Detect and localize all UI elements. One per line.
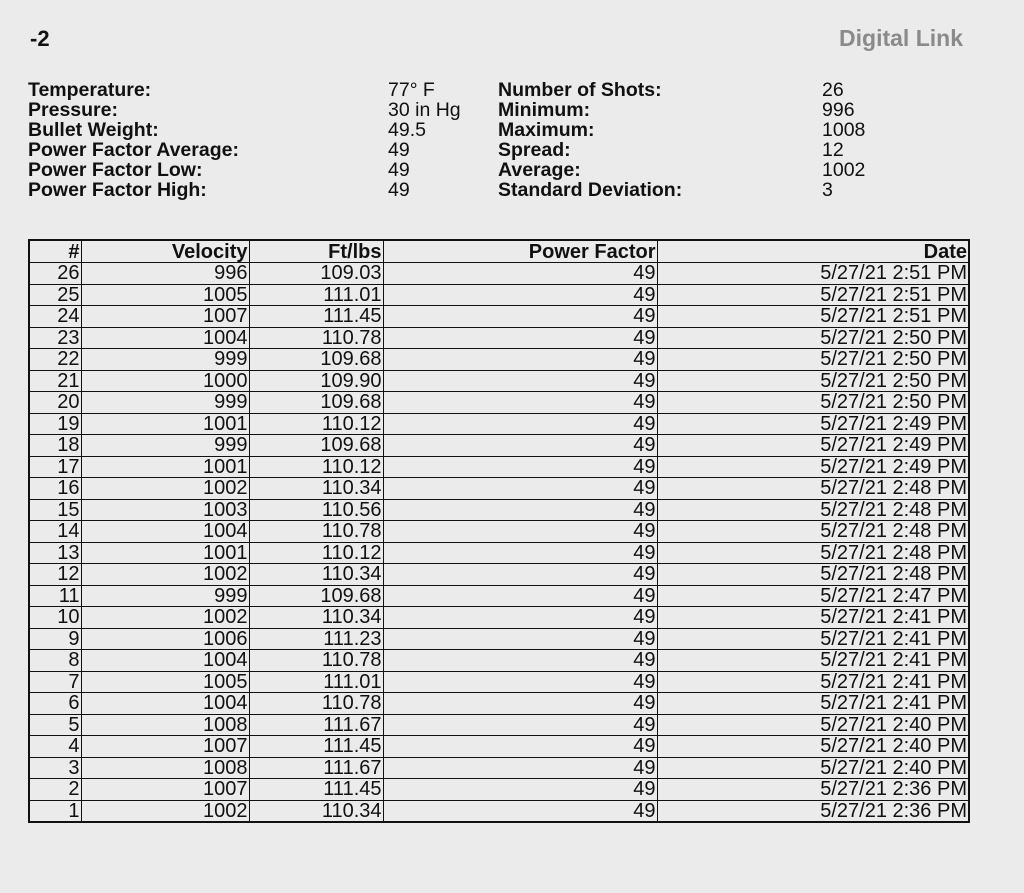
- cell-number: 4: [29, 736, 81, 758]
- stat-minimum: [498, 100, 865, 120]
- stat-value: 996: [822, 99, 855, 121]
- cell-number: 24: [29, 306, 81, 328]
- cell-ft-lbs: 109.68: [249, 435, 383, 457]
- cell-date: 5/27/21 2:50 PM: [657, 392, 969, 414]
- cell-velocity: 1002: [81, 800, 249, 822]
- cell-power-factor: 49: [383, 693, 657, 715]
- cell-date: 5/27/21 2:49 PM: [657, 413, 969, 435]
- stat-value: 49: [388, 179, 410, 201]
- table-row: [29, 542, 969, 564]
- cell-velocity: 1004: [81, 327, 249, 349]
- table-row: [29, 478, 969, 500]
- cell-number: 14: [29, 521, 81, 543]
- cell-ft-lbs: 110.78: [249, 327, 383, 349]
- cell-power-factor: 49: [383, 800, 657, 822]
- cell-ft-lbs: 110.12: [249, 456, 383, 478]
- stat-value: 49.5: [388, 119, 426, 141]
- table-row: [29, 800, 969, 822]
- stat-label: Power Factor Low:: [28, 159, 203, 181]
- stat-label: Power Factor High:: [28, 179, 207, 201]
- cell-number: 25: [29, 284, 81, 306]
- stat-maximum: [498, 120, 865, 140]
- stat-label: Maximum:: [498, 119, 595, 141]
- cell-ft-lbs: 111.01: [249, 671, 383, 693]
- cell-number: 11: [29, 585, 81, 607]
- column-header-number: #: [29, 240, 81, 263]
- stat-label: Number of Shots:: [498, 79, 662, 101]
- cell-velocity: 1001: [81, 542, 249, 564]
- stat-value: 77° F: [388, 79, 435, 101]
- stat-label: Temperature:: [28, 79, 152, 101]
- cell-velocity: 1002: [81, 607, 249, 629]
- stat-label: Pressure:: [28, 99, 118, 121]
- stat-number-of-shots: [498, 80, 865, 100]
- cell-date: 5/27/21 2:49 PM: [657, 435, 969, 457]
- table-row: [29, 564, 969, 586]
- cell-power-factor: 49: [383, 628, 657, 650]
- stat-value: 49: [388, 159, 410, 181]
- cell-ft-lbs: 111.01: [249, 284, 383, 306]
- stats-right: [498, 80, 865, 200]
- stat-bullet-weight: [28, 120, 461, 140]
- stat-value: 12: [822, 139, 844, 161]
- page-id: -2: [30, 26, 50, 51]
- table-row: [29, 736, 969, 758]
- table-row: [29, 392, 969, 414]
- cell-ft-lbs: 110.12: [249, 413, 383, 435]
- cell-velocity: 1008: [81, 757, 249, 779]
- cell-ft-lbs: 110.78: [249, 693, 383, 715]
- stat-value: 3: [822, 179, 833, 201]
- cell-power-factor: 49: [383, 736, 657, 758]
- cell-power-factor: 49: [383, 564, 657, 586]
- cell-power-factor: 49: [383, 478, 657, 500]
- cell-ft-lbs: 110.34: [249, 607, 383, 629]
- cell-date: 5/27/21 2:48 PM: [657, 478, 969, 500]
- cell-date: 5/27/21 2:51 PM: [657, 263, 969, 285]
- cell-velocity: 1003: [81, 499, 249, 521]
- cell-power-factor: 49: [383, 392, 657, 414]
- cell-number: 12: [29, 564, 81, 586]
- cell-date: 5/27/21 2:48 PM: [657, 564, 969, 586]
- cell-velocity: 996: [81, 263, 249, 285]
- table-row: [29, 284, 969, 306]
- cell-velocity: 1000: [81, 370, 249, 392]
- cell-number: 7: [29, 671, 81, 693]
- cell-date: 5/27/21 2:50 PM: [657, 349, 969, 371]
- cell-power-factor: 49: [383, 435, 657, 457]
- cell-number: 6: [29, 693, 81, 715]
- cell-velocity: 1004: [81, 521, 249, 543]
- cell-velocity: 1004: [81, 693, 249, 715]
- cell-date: 5/27/21 2:41 PM: [657, 607, 969, 629]
- cell-power-factor: 49: [383, 327, 657, 349]
- cell-power-factor: 49: [383, 542, 657, 564]
- stat-value: 49: [388, 139, 410, 161]
- cell-velocity: 1008: [81, 714, 249, 736]
- cell-ft-lbs: 109.68: [249, 585, 383, 607]
- table-row: [29, 413, 969, 435]
- cell-power-factor: 49: [383, 650, 657, 672]
- cell-date: 5/27/21 2:49 PM: [657, 456, 969, 478]
- cell-ft-lbs: 111.45: [249, 306, 383, 328]
- cell-ft-lbs: 111.23: [249, 628, 383, 650]
- table-row: [29, 435, 969, 457]
- stat-label: Spread:: [498, 139, 571, 161]
- brand-title: Digital Link: [839, 25, 963, 51]
- cell-ft-lbs: 110.56: [249, 499, 383, 521]
- stat-value: 26: [822, 79, 844, 101]
- cell-date: 5/27/21 2:50 PM: [657, 327, 969, 349]
- stat-label: Power Factor Average:: [28, 139, 239, 161]
- cell-ft-lbs: 111.45: [249, 779, 383, 801]
- cell-number: 18: [29, 435, 81, 457]
- cell-number: 26: [29, 263, 81, 285]
- cell-velocity: 1002: [81, 564, 249, 586]
- stat-value: 1008: [822, 119, 866, 141]
- cell-ft-lbs: 110.12: [249, 542, 383, 564]
- cell-number: 19: [29, 413, 81, 435]
- cell-date: 5/27/21 2:36 PM: [657, 779, 969, 801]
- cell-number: 21: [29, 370, 81, 392]
- cell-date: 5/27/21 2:50 PM: [657, 370, 969, 392]
- cell-number: 10: [29, 607, 81, 629]
- table-row: [29, 370, 969, 392]
- cell-velocity: 1007: [81, 306, 249, 328]
- cell-velocity: 1005: [81, 671, 249, 693]
- cell-velocity: 1001: [81, 456, 249, 478]
- stats-left: [28, 80, 461, 200]
- cell-number: 17: [29, 456, 81, 478]
- cell-date: 5/27/21 2:41 PM: [657, 650, 969, 672]
- cell-date: 5/27/21 2:51 PM: [657, 306, 969, 328]
- cell-power-factor: 49: [383, 757, 657, 779]
- cell-date: 5/27/21 2:48 PM: [657, 499, 969, 521]
- stat-label: Standard Deviation:: [498, 179, 683, 201]
- cell-ft-lbs: 109.03: [249, 263, 383, 285]
- cell-date: 5/27/21 2:48 PM: [657, 521, 969, 543]
- cell-velocity: 999: [81, 392, 249, 414]
- cell-power-factor: 49: [383, 521, 657, 543]
- stat-label: Minimum:: [498, 99, 591, 121]
- table-row: [29, 263, 969, 285]
- cell-ft-lbs: 110.34: [249, 800, 383, 822]
- column-header-velocity: Velocity: [81, 240, 249, 263]
- table-row: [29, 585, 969, 607]
- cell-velocity: 1004: [81, 650, 249, 672]
- column-header-ft-lbs: Ft/lbs: [249, 240, 383, 263]
- cell-date: 5/27/21 2:40 PM: [657, 714, 969, 736]
- cell-date: 5/27/21 2:41 PM: [657, 671, 969, 693]
- cell-velocity: 1005: [81, 284, 249, 306]
- cell-ft-lbs: 111.45: [249, 736, 383, 758]
- cell-ft-lbs: 110.34: [249, 564, 383, 586]
- cell-date: 5/27/21 2:48 PM: [657, 542, 969, 564]
- cell-power-factor: 49: [383, 413, 657, 435]
- table-row: [29, 327, 969, 349]
- table-row: [29, 607, 969, 629]
- cell-date: 5/27/21 2:41 PM: [657, 628, 969, 650]
- cell-velocity: 1007: [81, 779, 249, 801]
- table-row: [29, 757, 969, 779]
- cell-number: 9: [29, 628, 81, 650]
- stat-temperature: [28, 80, 461, 100]
- table-row: [29, 671, 969, 693]
- cell-power-factor: 49: [383, 671, 657, 693]
- cell-date: 5/27/21 2:51 PM: [657, 284, 969, 306]
- cell-power-factor: 49: [383, 714, 657, 736]
- table-row: [29, 628, 969, 650]
- cell-number: 22: [29, 349, 81, 371]
- table-row: [29, 650, 969, 672]
- cell-power-factor: 49: [383, 499, 657, 521]
- cell-power-factor: 49: [383, 349, 657, 371]
- cell-ft-lbs: 111.67: [249, 714, 383, 736]
- cell-ft-lbs: 109.90: [249, 370, 383, 392]
- cell-number: 13: [29, 542, 81, 564]
- stat-label: Bullet Weight:: [28, 119, 159, 141]
- table-row: [29, 349, 969, 371]
- stat-pressure: [28, 100, 461, 120]
- cell-velocity: 1006: [81, 628, 249, 650]
- stat-power-factor-average: [28, 140, 461, 160]
- stat-power-factor-high: [28, 180, 461, 200]
- table-header-row: [29, 240, 969, 263]
- stat-value: 1002: [822, 159, 866, 181]
- cell-velocity: 999: [81, 435, 249, 457]
- cell-number: 15: [29, 499, 81, 521]
- cell-power-factor: 49: [383, 779, 657, 801]
- table-row: [29, 456, 969, 478]
- cell-power-factor: 49: [383, 370, 657, 392]
- cell-power-factor: 49: [383, 585, 657, 607]
- column-header-date: Date: [657, 240, 969, 263]
- table-row: [29, 521, 969, 543]
- table-row: [29, 779, 969, 801]
- stat-label: Average:: [498, 159, 581, 181]
- cell-date: 5/27/21 2:40 PM: [657, 736, 969, 758]
- cell-power-factor: 49: [383, 263, 657, 285]
- cell-velocity: 1002: [81, 478, 249, 500]
- cell-ft-lbs: 111.67: [249, 757, 383, 779]
- cell-power-factor: 49: [383, 306, 657, 328]
- table-row: [29, 306, 969, 328]
- cell-power-factor: 49: [383, 284, 657, 306]
- cell-ft-lbs: 110.34: [249, 478, 383, 500]
- cell-number: 1: [29, 800, 81, 822]
- cell-date: 5/27/21 2:36 PM: [657, 800, 969, 822]
- cell-power-factor: 49: [383, 456, 657, 478]
- cell-number: 8: [29, 650, 81, 672]
- stat-average: [498, 160, 865, 180]
- cell-number: 2: [29, 779, 81, 801]
- table-row: [29, 693, 969, 715]
- cell-ft-lbs: 110.78: [249, 521, 383, 543]
- cell-velocity: 999: [81, 585, 249, 607]
- stat-power-factor-low: [28, 160, 461, 180]
- stat-spread: [498, 140, 865, 160]
- cell-number: 16: [29, 478, 81, 500]
- cell-number: 23: [29, 327, 81, 349]
- cell-velocity: 1007: [81, 736, 249, 758]
- shots-table: [28, 239, 970, 823]
- cell-number: 20: [29, 392, 81, 414]
- cell-date: 5/27/21 2:41 PM: [657, 693, 969, 715]
- stat-value: 30 in Hg: [388, 99, 461, 121]
- cell-ft-lbs: 109.68: [249, 392, 383, 414]
- stat-standard-deviation: [498, 180, 865, 200]
- cell-velocity: 1001: [81, 413, 249, 435]
- table-row: [29, 714, 969, 736]
- cell-velocity: 999: [81, 349, 249, 371]
- cell-ft-lbs: 109.68: [249, 349, 383, 371]
- cell-power-factor: 49: [383, 607, 657, 629]
- column-header-power-factor: Power Factor: [383, 240, 657, 263]
- cell-number: 5: [29, 714, 81, 736]
- cell-date: 5/27/21 2:40 PM: [657, 757, 969, 779]
- cell-date: 5/27/21 2:47 PM: [657, 585, 969, 607]
- cell-number: 3: [29, 757, 81, 779]
- cell-ft-lbs: 110.78: [249, 650, 383, 672]
- table-row: [29, 499, 969, 521]
